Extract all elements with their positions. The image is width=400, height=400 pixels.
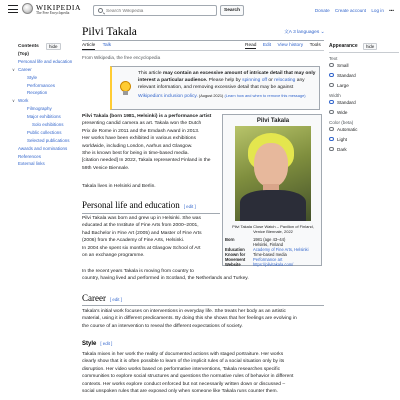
- radio-label: Large: [337, 82, 349, 88]
- appearance-title: Appearance: [329, 43, 358, 49]
- languages-button[interactable]: [284, 28, 325, 35]
- infobox-key: Education: [225, 247, 245, 253]
- radio-label: Light: [337, 136, 347, 142]
- toc-item[interactable]: [18, 154, 80, 160]
- personal-recent-paragraph: In the recent years Takala is moving from country to country, having lived and performed in Scotland, the Netherlands and Turkey.: [82, 269, 249, 282]
- toc-item[interactable]: [18, 146, 80, 152]
- intro-line: [citation needed] In 2022, Takala represented Finland in the: [82, 158, 211, 164]
- personal-paragraph: Pilvi Takala was born and grew up in Helsinki. She was educated at the Institute of Fine Arts from 2000–2001, had Bachelor in Fine Art (2005) and Master of Fine Arts (2006) from the Academy of Fine Arts, Helsinki. In 2004 she spent six months at Glasgow School of Art on an exchange programme.: [82, 216, 202, 259]
- languages-label: 3 languages: [293, 30, 320, 35]
- radio-button[interactable]: [329, 137, 334, 142]
- radio-label: Small: [337, 62, 349, 68]
- toc-item-label: Style: [27, 74, 38, 80]
- tab-edit[interactable]: Edit: [262, 43, 272, 48]
- toc-item-label: External links: [18, 161, 45, 167]
- intro-lives: Takala lives in Helsinki and Berlin.: [82, 184, 156, 189]
- toc-item-label: Major exhibitions: [27, 114, 61, 120]
- toc-item[interactable]: [18, 75, 80, 81]
- remove-message-link[interactable]: (Learn how and when to remove this message): [224, 92, 306, 98]
- edit-section-link[interactable]: [ edit ]: [183, 204, 196, 209]
- radio-option[interactable]: [329, 100, 399, 105]
- toc-title: Contents: [18, 44, 39, 49]
- infobox-value: Time-based media: [253, 252, 287, 258]
- chevron-down-icon[interactable]: ∨: [12, 98, 15, 104]
- view-tabs: [240, 43, 321, 48]
- appearance-panel: [329, 43, 399, 157]
- radio-button[interactable]: [329, 100, 334, 105]
- section-heading-career: Career [ edit ]: [82, 293, 122, 303]
- more-options-icon[interactable]: •••: [389, 8, 394, 13]
- edit-section-link[interactable]: [ edit ]: [100, 341, 113, 346]
- radio-option[interactable]: [329, 73, 399, 78]
- color-label: Color (beta): [329, 119, 354, 125]
- infobox-value[interactable]: Performance art: [253, 257, 283, 263]
- inclusion-policy-link[interactable]: Wikipedia's inclusion policy.: [138, 93, 198, 99]
- infobox-key: Movement: [225, 257, 246, 263]
- toc-item[interactable]: [18, 106, 80, 112]
- toc-item[interactable]: [18, 138, 80, 144]
- toc-item[interactable]: [12, 98, 80, 104]
- search-icon: [98, 8, 103, 13]
- title-divider: [82, 40, 324, 41]
- tab-article[interactable]: Article: [82, 43, 96, 48]
- lightbulb-icon: [120, 81, 131, 95]
- tabs-divider: [82, 50, 324, 51]
- infobox-row: [225, 262, 321, 267]
- tab-view-history[interactable]: View history: [277, 43, 304, 48]
- toc-item[interactable]: [18, 130, 80, 136]
- infobox-value[interactable]: Academy of Fine Arts, Helsinki: [253, 247, 309, 253]
- section-heading-style: Style [ edit ]: [82, 341, 113, 347]
- infobox-value: 1981 (age 43–44) Helsinki, Finland: [253, 237, 286, 248]
- infobox-value[interactable]: https://pilvitakala.com/: [253, 262, 294, 268]
- tab-tools[interactable]: Tools: [309, 43, 321, 48]
- toc-item[interactable]: [18, 83, 80, 89]
- text-size-label: Text: [329, 55, 338, 61]
- toc-item-label: Filmography: [27, 106, 52, 112]
- toc-item-label: References: [18, 153, 42, 159]
- toc-item[interactable]: [18, 114, 80, 120]
- intro-line: Her works have been exhibited in various exhibitions: [82, 136, 196, 142]
- edit-section-link[interactable]: [ edit ]: [109, 297, 122, 302]
- logo-tagline: The Free Encyclopedia: [36, 11, 70, 15]
- intro-line: Prix de Rome in 2011 and the Emdash Award in 2013.: [82, 128, 200, 134]
- style-paragraph: Takala mixes in her work the reality of documented actions with staged portraiture. Her works clearly show that it is often possible to learn of the implicit rules of a social situation only by its disruption. Her video works based on performative interventions, Takala researches specific communities to explore social structures and questions the normative rules of behavior in different contexts. Her works explore conduct enforced but not necessarily written down or discussed – social unspoken rules that are exposed only when someone like Takala runs counter them.: [82, 352, 294, 395]
- toc-item-label: Performances: [27, 82, 56, 88]
- wikipedia-logo-icon[interactable]: [22, 3, 33, 14]
- photo-caption: Pilvi Takala Close Watch – Pavilion of Finland, Venice Biennale, 2022: [232, 224, 314, 235]
- radio-button[interactable]: [329, 127, 334, 132]
- width-label: Width: [329, 92, 341, 98]
- table-of-contents: [12, 43, 80, 169]
- radio-button[interactable]: [329, 73, 334, 78]
- appearance-hide-button[interactable]: hide: [363, 43, 377, 50]
- radio-option[interactable]: [329, 127, 399, 132]
- toc-item-label: Career: [18, 66, 32, 72]
- toc-item-label: Work: [18, 98, 29, 104]
- radio-option[interactable]: [329, 83, 399, 88]
- personal-tools: [311, 8, 394, 13]
- tab-talk[interactable]: Talk: [102, 43, 112, 48]
- infobox-row: [225, 237, 321, 247]
- toc-item-label: Selected publications: [27, 137, 70, 143]
- section-divider: [82, 305, 324, 306]
- main-menu-icon[interactable]: [8, 5, 18, 14]
- radio-button[interactable]: [329, 63, 334, 68]
- toc-item-label: Public collections: [27, 129, 62, 135]
- radio-label: Automatic: [337, 126, 358, 132]
- chevron-down-icon[interactable]: ∨: [12, 66, 15, 72]
- radio-option[interactable]: [329, 137, 399, 142]
- intro-line: presenting candid camera as art. Takala won the Dutch: [82, 121, 202, 127]
- radio-button[interactable]: [329, 147, 334, 152]
- translate-icon: 文A: [284, 30, 294, 35]
- toc-item[interactable]: [18, 51, 80, 57]
- tab-read[interactable]: Read: [245, 43, 257, 48]
- radio-label: Standard: [337, 72, 356, 78]
- radio-label: Wide: [337, 109, 348, 115]
- infobox-key: Website: [225, 262, 241, 268]
- search-input[interactable]: [106, 7, 214, 15]
- toc-item[interactable]: [18, 90, 80, 96]
- infobox-table: [225, 237, 321, 268]
- namespace-tabs: [82, 43, 117, 48]
- section-heading-personal: Personal life and education [ edit ]: [82, 200, 196, 210]
- toc-item[interactable]: [12, 66, 80, 73]
- radio-option[interactable]: [329, 110, 399, 115]
- section-divider: [82, 213, 220, 214]
- infobox: [222, 114, 322, 266]
- toc-item-label: Solo exhibitions: [32, 122, 64, 128]
- search-button[interactable]: Search: [220, 5, 244, 16]
- infobox-title: Pilvi Takala: [256, 118, 290, 124]
- infobox-key: Known for: [225, 252, 246, 258]
- site-header: [0, 0, 400, 20]
- toc-item-label: Awards and nominations: [18, 145, 68, 151]
- toc-item[interactable]: [18, 59, 80, 65]
- maintenance-notice: This article may contain an excessive amount of intricate detail that may only interest a particular audience. Please help by spinning off or relocating any relevant information, and removing excessive detail that may be against Wikipedia's inclusion policy. (August 2021) (Learn how and when to remove this message): [110, 66, 320, 110]
- intro-paragraph: [82, 113, 222, 172]
- toc-item[interactable]: [18, 161, 80, 167]
- page-title: Pilvi Takala: [82, 26, 137, 38]
- login-link[interactable]: Log in: [371, 8, 384, 13]
- career-paragraph: Takala's initial work focuses on interventions in everyday life. She treats her body as an artistic material, using it in different predicaments. By doing this she shows that her feelings are evolving in the course of an intervention to reveal the different expectations of society.: [82, 309, 297, 329]
- radio-button[interactable]: [329, 110, 334, 115]
- radio-option[interactable]: [329, 147, 399, 152]
- toc-item-label: Reception: [27, 90, 48, 96]
- portrait-photo[interactable]: [235, 126, 311, 221]
- toc-item-label: Personal life and education: [18, 58, 73, 64]
- intro-line: worldwide, including London, Aarhus and Glasgow.: [82, 143, 193, 149]
- intro-line: Pilvi Takala (born 1981, Helsinki) is a performance artist: [82, 114, 212, 119]
- radio-label: Dark: [337, 146, 347, 152]
- radio-label: Standard: [337, 99, 356, 105]
- toc-item[interactable]: [18, 122, 80, 128]
- chevron-down-icon: ⌄: [319, 30, 325, 35]
- logo-wordmark[interactable]: WIKIPEDIA: [36, 3, 81, 12]
- radio-option[interactable]: [329, 63, 399, 68]
- search-box[interactable]: [93, 5, 217, 16]
- site-subtitle: From Wikipedia, the free encyclopedia: [82, 55, 161, 60]
- toc-hide-button[interactable]: hide: [46, 43, 61, 50]
- toc-item-label: (Top): [18, 51, 29, 56]
- radio-button[interactable]: [329, 83, 334, 88]
- spin-off-link[interactable]: spinning off: [242, 78, 268, 84]
- intro-line: She is known best for being in time-based media.: [82, 151, 189, 157]
- relocating-link[interactable]: relocating: [274, 78, 296, 84]
- create-account-link[interactable]: Create account: [334, 8, 367, 13]
- donate-link[interactable]: Donate: [314, 8, 330, 13]
- infobox-key: Born: [225, 237, 235, 242]
- intro-line: 59th Venice Biennale.: [82, 165, 130, 171]
